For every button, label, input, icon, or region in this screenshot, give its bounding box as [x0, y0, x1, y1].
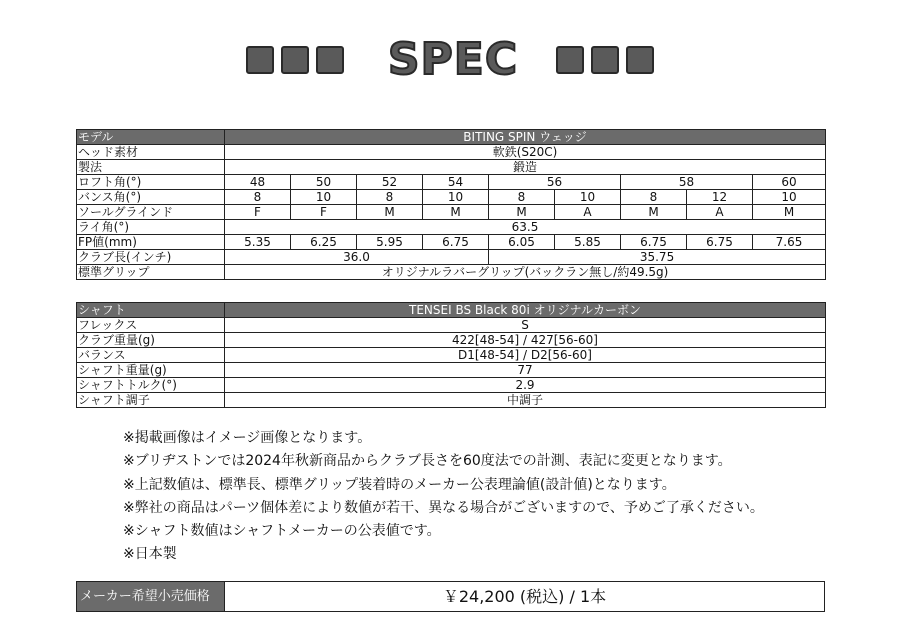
row-label: 製法: [77, 160, 225, 175]
fp-cell: 7.65: [753, 235, 826, 250]
bounce-cell: 8: [621, 190, 687, 205]
grind-cell: F: [291, 205, 357, 220]
note-item: ※シャフト数値はシャフトメーカーの公表値です。: [123, 523, 441, 540]
bounce-cell: 10: [423, 190, 489, 205]
bounce-cell: 8: [357, 190, 423, 205]
loft-cell: 48: [225, 175, 291, 190]
row-label: FP値(mm): [77, 235, 225, 250]
row-label: ヘッド素材: [77, 145, 225, 160]
table-row: [77, 318, 826, 333]
shaft-header-row: [77, 303, 826, 318]
shaft-name: TENSEI BS Black 80i オリジナルカーボン: [225, 303, 826, 318]
bounce-cell: 10: [753, 190, 826, 205]
table-row: [77, 250, 826, 265]
row-label: シャフトトルク(°): [77, 378, 225, 393]
price-box: [76, 581, 825, 612]
table-row: [77, 160, 826, 175]
row-label: シャフト重量(g): [77, 363, 225, 378]
fp-cell: 6.05: [489, 235, 555, 250]
loft-cell: 58: [621, 175, 753, 190]
notes-list: [123, 427, 843, 567]
table-row: [77, 220, 826, 235]
row-label: フレックス: [77, 318, 225, 333]
shaft-table: [76, 302, 826, 408]
grind-cell: F: [225, 205, 291, 220]
row-label: クラブ重量(g): [77, 333, 225, 348]
title-square-icon: [591, 46, 619, 74]
loft-cell: 50: [291, 175, 357, 190]
title-banner: [0, 34, 900, 86]
grind-cell: M: [357, 205, 423, 220]
table-row: [77, 363, 826, 378]
table-row: [77, 378, 826, 393]
table-row: [77, 393, 826, 408]
page-title: SPEC: [387, 34, 519, 85]
price-value: ￥24,200 (税込) / 1本: [442, 587, 607, 606]
row-value: 鍛造: [225, 160, 826, 175]
table-row: [77, 333, 826, 348]
spec-table: [76, 129, 826, 280]
price-label: メーカー希望小売価格: [77, 582, 225, 611]
shaft-header-label: シャフト: [77, 303, 225, 318]
row-value: 中調子: [225, 393, 826, 408]
grind-cell: A: [687, 205, 753, 220]
table-row: [77, 265, 826, 280]
fp-cell: 6.75: [687, 235, 753, 250]
loft-cell: 60: [753, 175, 826, 190]
row-value: 軟鉄(S20C): [225, 145, 826, 160]
spec-header-label: モデル: [77, 130, 225, 145]
table-row: [77, 348, 826, 363]
fp-cell: 5.95: [357, 235, 423, 250]
grind-cell: M: [753, 205, 826, 220]
note-item: ※上記数値は、標準長、標準グリップ装着時のメーカー公表理論値(設計値)となります。: [123, 476, 676, 493]
table-row: [77, 235, 826, 250]
note-item: ※弊社の商品はパーツ個体差により数値が若干、異なる場合がございますので、予めご了承ください。: [123, 499, 764, 516]
note-item: ※掲載画像はイメージ画像となります。: [123, 430, 372, 446]
row-label: バランス: [77, 348, 225, 363]
loft-cell: 52: [357, 175, 423, 190]
grind-cell: M: [621, 205, 687, 220]
bounce-cell: 10: [555, 190, 621, 205]
bounce-cell: 12: [687, 190, 753, 205]
note-item: ※日本製: [123, 546, 177, 563]
row-label: ロフト角(°): [77, 175, 225, 190]
club-length-cell: 36.0: [225, 250, 489, 265]
row-label: ソールグラインド: [77, 205, 225, 220]
fp-cell: 5.35: [225, 235, 291, 250]
row-value: D1[48-54] / D2[56-60]: [225, 348, 826, 363]
model-name: BITING SPIN ウェッジ: [225, 130, 826, 145]
row-label: クラブ長(インチ): [77, 250, 225, 265]
fp-cell: 6.75: [621, 235, 687, 250]
row-value: 2.9: [225, 378, 826, 393]
table-row: [77, 205, 826, 220]
fp-cell: 5.85: [555, 235, 621, 250]
fp-cell: 6.75: [423, 235, 489, 250]
bounce-cell: 8: [489, 190, 555, 205]
row-value: 422[48-54] / 427[56-60]: [225, 333, 826, 348]
row-label: 標準グリップ: [77, 265, 225, 280]
grind-cell: M: [489, 205, 555, 220]
table-row: [77, 175, 826, 190]
title-square-icon: [246, 46, 274, 74]
title-square-icon: [626, 46, 654, 74]
title-square-icon: [316, 46, 344, 74]
title-square-icon: [281, 46, 309, 74]
loft-cell: 54: [423, 175, 489, 190]
table-row: [77, 190, 826, 205]
club-length-cell: 35.75: [489, 250, 826, 265]
spec-header-row: [77, 130, 826, 145]
grind-cell: M: [423, 205, 489, 220]
loft-cell: 56: [489, 175, 621, 190]
row-value: オリジナルラバーグリップ(バックラン無し/約49.5g): [225, 265, 826, 280]
fp-cell: 6.25: [291, 235, 357, 250]
row-label: ライ角(°): [77, 220, 225, 235]
row-label: シャフト調子: [77, 393, 225, 408]
table-row: [77, 145, 826, 160]
row-value: 63.5: [225, 220, 826, 235]
bounce-cell: 8: [225, 190, 291, 205]
row-value: 77: [225, 363, 826, 378]
title-square-icon: [556, 46, 584, 74]
grind-cell: A: [555, 205, 621, 220]
row-value: S: [225, 318, 826, 333]
row-label: バンス角(°): [77, 190, 225, 205]
note-item: ※ブリヂストンでは2024年秋新商品からクラブ長さを60度法での計測、表記に変更となります。: [123, 453, 732, 470]
bounce-cell: 10: [291, 190, 357, 205]
